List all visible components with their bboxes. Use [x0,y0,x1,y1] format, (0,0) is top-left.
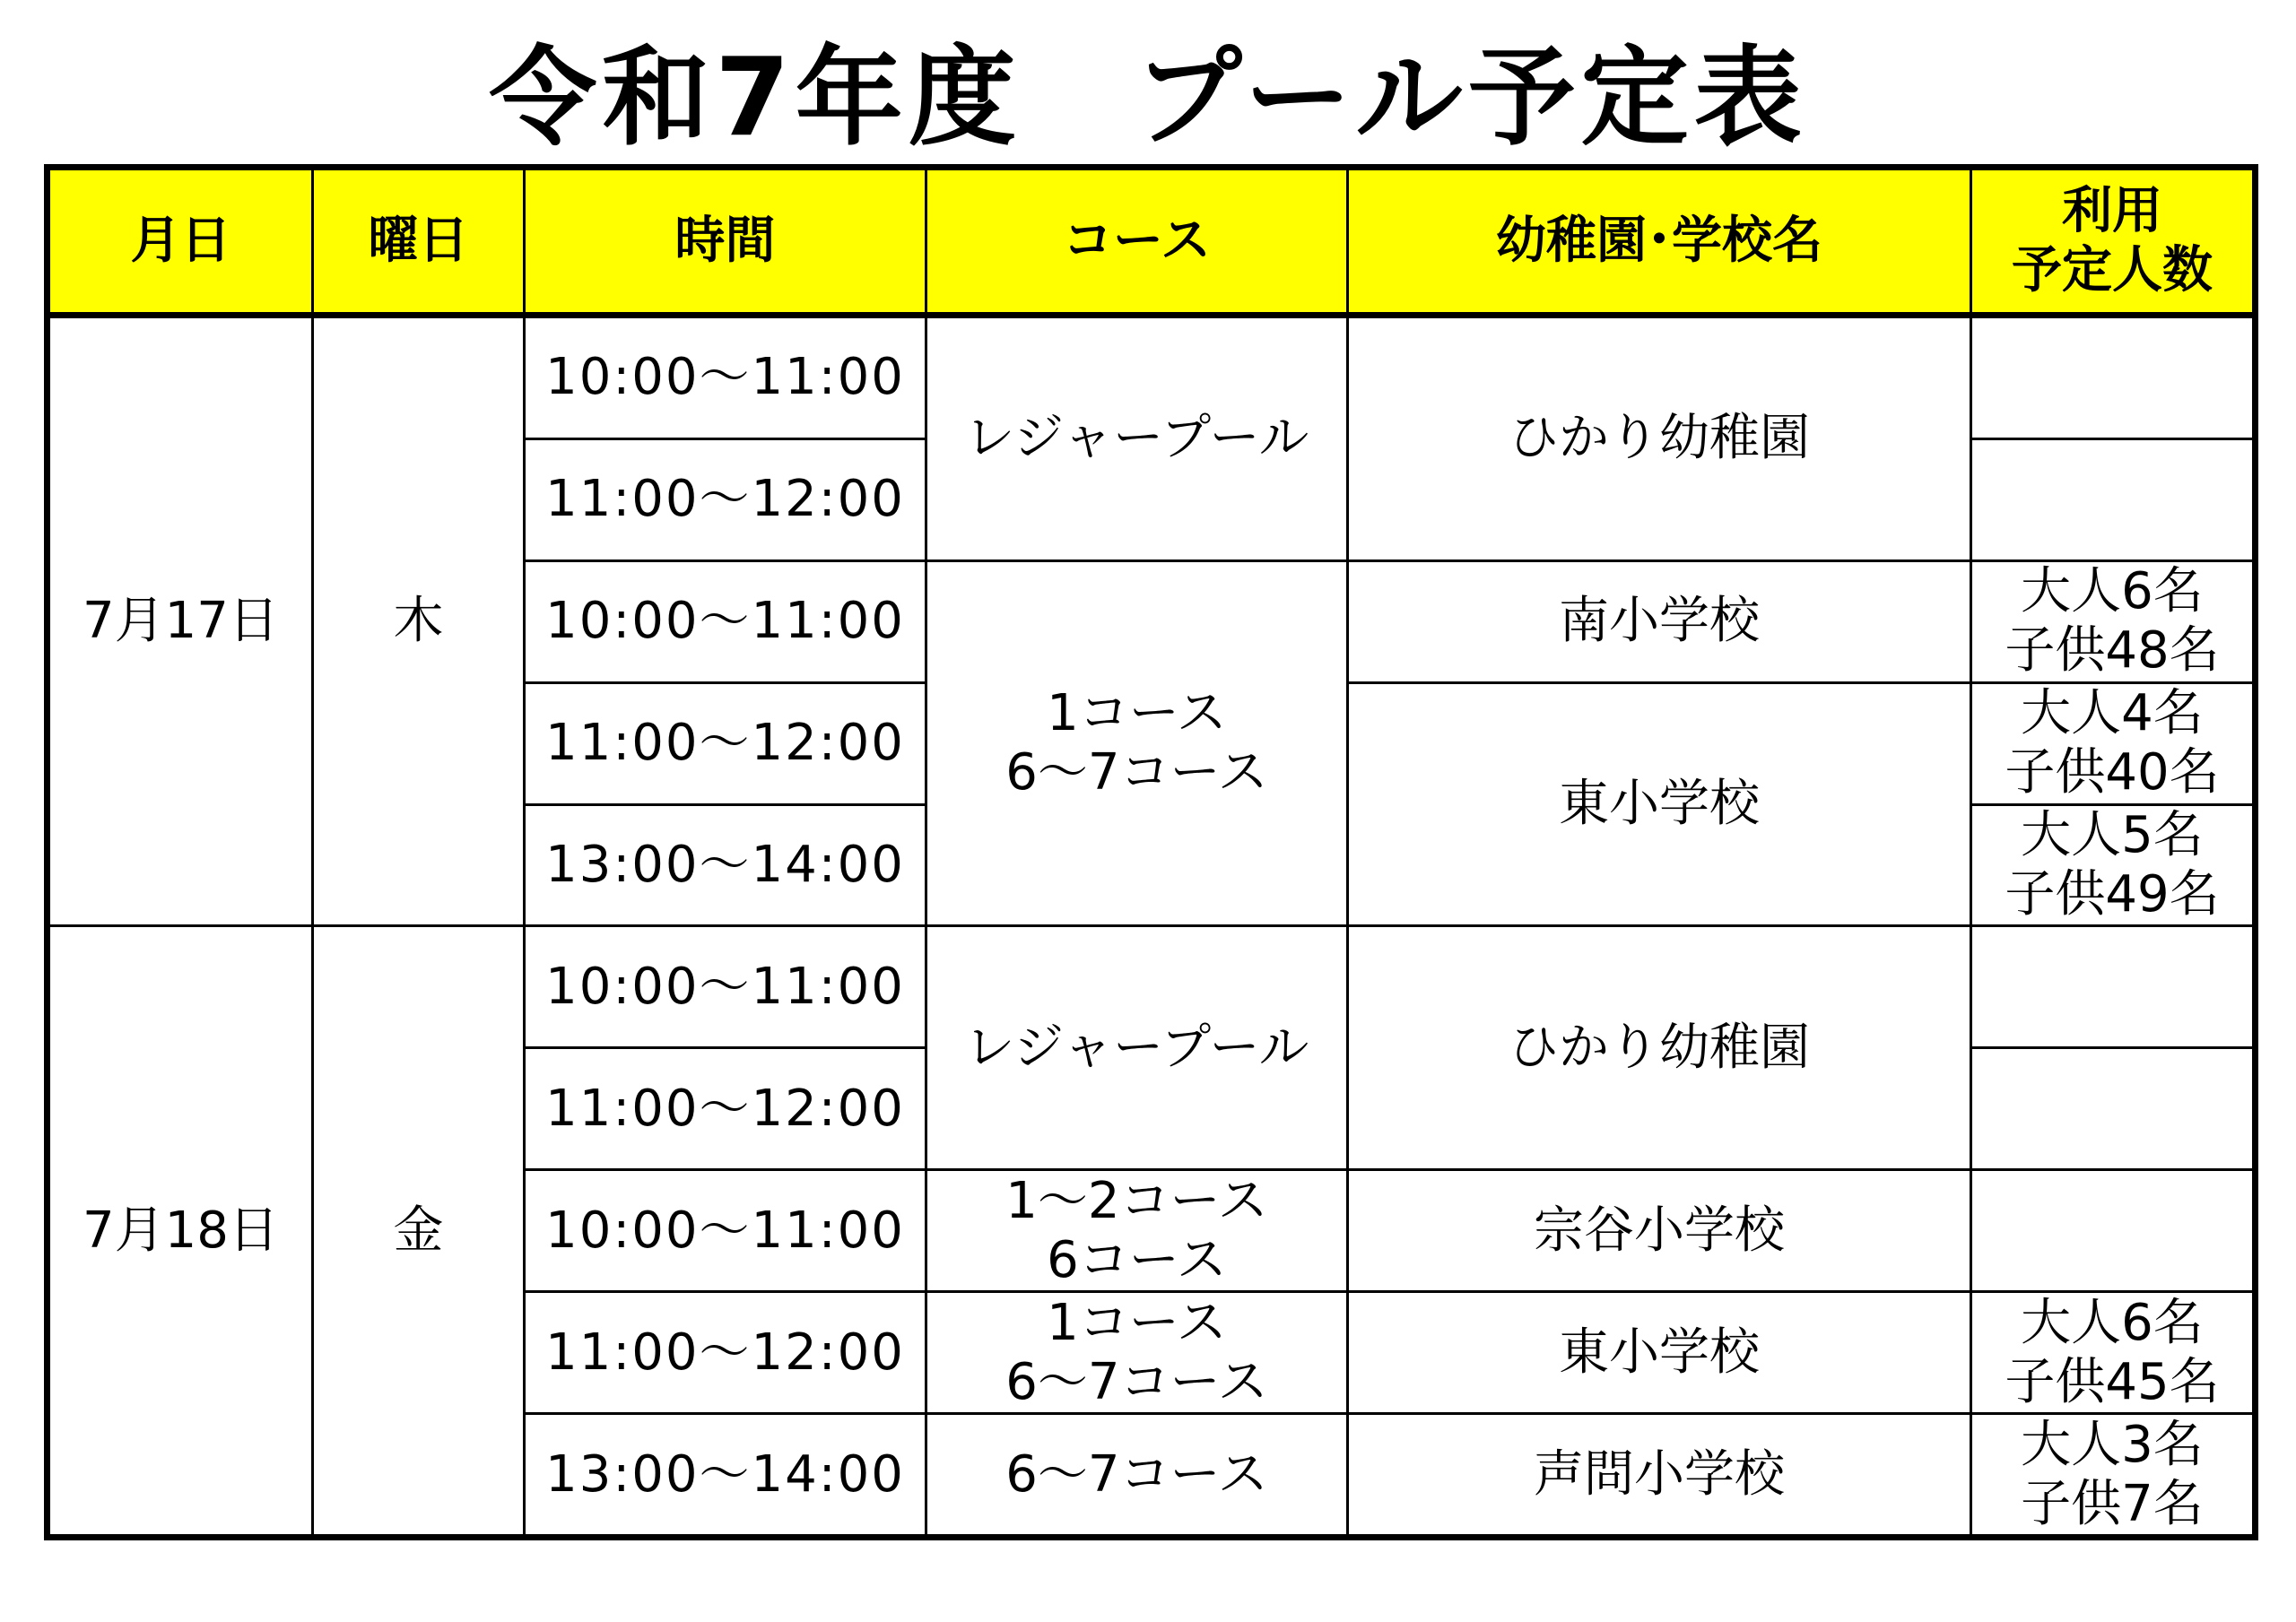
header-count [1971,168,2256,316]
course-cell [926,926,1348,1170]
school-cell: 東小学校 [1348,682,1971,926]
count-cell [1971,804,2256,926]
header-time: 時間 [525,168,926,316]
time-cell: 10:00～11:00 [525,316,926,439]
date-cell: 7月17日 [48,316,313,926]
count-adult: 大人3名 [2021,1415,2204,1474]
course-line1: 6～7コース [1005,1444,1268,1504]
course-cell [926,1292,1348,1414]
course-cell [926,1414,1348,1538]
time-cell: 10:00～11:00 [525,560,926,682]
school-cell: 東小学校 [1348,1292,1971,1414]
table-row [48,926,2256,1048]
count-child: 子供48名 [2005,621,2220,681]
time-cell: 10:00～11:00 [525,926,926,1048]
count-child: 子供7名 [2021,1474,2204,1533]
count-cell [1971,1292,2256,1414]
count-adult: 大人5名 [2021,806,2204,865]
header-course: コース [926,168,1348,316]
school-cell: 宗谷小学校 [1348,1170,1971,1292]
time-cell: 11:00～12:00 [525,438,926,560]
weekday-cell: 金 [313,926,525,1538]
course-line1: レジャープール [964,1018,1309,1077]
time-cell: 13:00～14:00 [525,804,926,926]
count-child: 子供45名 [2005,1352,2220,1411]
count-cell [1971,1414,2256,1538]
header-weekday: 曜日 [313,168,525,316]
count-cell [1971,560,2256,682]
course-line2: 6コース [1047,1230,1227,1289]
school-cell: 南小学校 [1348,560,1971,682]
school-cell: ひかり幼稚園 [1348,926,1971,1170]
course-line1: レジャープール [964,409,1309,468]
header-school: 幼稚園･学校名 [1348,168,1971,316]
course-line1: 1コース [1047,684,1227,743]
header-count-line2: 予定人数 [2012,241,2213,299]
time-cell: 11:00～12:00 [525,682,926,804]
time-cell: 11:00～12:00 [525,1048,926,1170]
weekday-cell: 木 [313,316,525,926]
time-cell: 10:00～11:00 [525,1170,926,1292]
course-cell [926,560,1348,926]
course-line2: 6～7コース [1005,1352,1268,1411]
header-count-line1: 利用 [2062,182,2162,240]
course-line1: 1～2コース [1005,1171,1268,1230]
page-title: 令和7年度 プール予定表 [489,36,1807,160]
count-cell [1971,438,2256,560]
count-child: 子供40名 [2005,743,2220,802]
course-cell [926,316,1348,561]
school-cell: ひかり幼稚園 [1348,316,1971,561]
count-cell [1971,926,2256,1048]
pool-schedule-table [44,164,2258,1540]
course-line1: 1コース [1047,1293,1227,1352]
count-child: 子供49名 [2005,865,2220,924]
count-adult: 大人6名 [2021,562,2204,621]
header-date: 月日 [48,168,313,316]
header-row [48,168,2256,316]
time-cell: 11:00～12:00 [525,1292,926,1414]
count-adult: 大人6名 [2021,1293,2204,1352]
table-row [48,316,2256,439]
school-cell: 声問小学校 [1348,1414,1971,1538]
time-cell: 13:00～14:00 [525,1414,926,1538]
count-cell [1971,682,2256,804]
count-adult: 大人4名 [2021,684,2204,743]
count-cell [1971,1048,2256,1170]
count-cell [1971,1170,2256,1292]
count-cell [1971,316,2256,439]
date-cell: 7月18日 [48,926,313,1538]
course-line2: 6～7コース [1005,743,1268,802]
course-cell [926,1170,1348,1292]
